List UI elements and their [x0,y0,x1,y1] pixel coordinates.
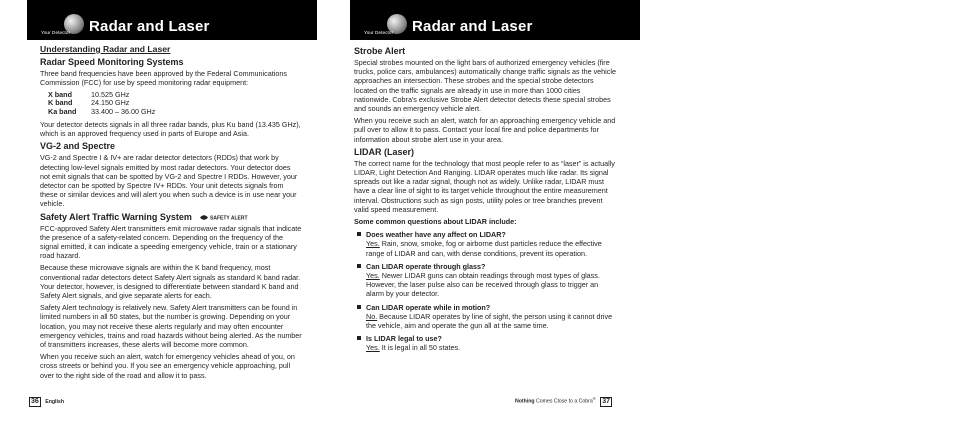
safety-alert-p3: Safety Alert technology is relatively new. Safety Alert transmitters can be found in limited numbers in all 50 states, but the number is growing. Depending on your location, you may not receive these alerts regularly and may often encounter emergency vehicles, trains and road hazards without being alerted. As the number of transmitters increases, these alerts will become more common. [40,303,302,350]
band-row [48,91,302,100]
question-item [354,303,616,331]
footer-tagline-bold: Nothing [514,399,535,405]
safety-alert-logo-icon [198,213,248,222]
question-item [354,334,616,352]
section-title: Understanding Radar and Laser [40,44,171,54]
safety-alert-heading: Safety Alert Traffic Warning System [40,211,192,222]
vg2-heading: VG-2 and Spectre [40,141,116,152]
radar-heading: Radar Speed Monitoring Systems [40,57,184,68]
question-item [354,230,616,258]
question-text: Can LIDAR operate while in motion? [366,302,491,312]
answer-text [366,343,616,352]
logo-label: Your Detector [41,30,71,35]
band-frequency: 10.525 GHz [91,89,130,99]
bullet-icon [357,305,361,309]
bullet-icon [357,232,361,236]
band-frequency: 33.400 – 36.00 GHz [91,107,156,117]
question-text: Can LIDAR operate through glass? [366,261,486,271]
bullet-icon [357,336,361,340]
manual-page-right [350,0,640,433]
band-frequency: 24.150 GHz [91,98,130,108]
answer-body: Newer LIDAR guns can obtain readings through most types of glass. However, the laser pulse also can be received through glass to trigger an alarm by your detector. [366,271,600,299]
band-name: X band [48,89,72,99]
safety-alert-p1: FCC-approved Safety Alert transmitters emit microwave radar signals that indicate the presence of a safety-related concern. Depending on the frequency of the signal emitted, it can indicate a speeding emergency vehicle, train or a stationary road hazard. [40,223,302,261]
page-number: 37 [602,398,610,405]
page-number: 36 [31,398,39,405]
band-name: Ka band [48,107,77,117]
lidar-p1: The correct name for the technology that most people refer to as “laser” is actually LIDAR, Light Detection And Ranging. LIDAR operates much like radar. Its signal spreads out like a radar signal, though not as widely. Unlike radar, LIDAR must have a clear line of sight to its target vehicle throughout the entire measurement interval. Obstructions such as sign posts, utility poles or tree branches prevent valid speed measurement. [354,158,615,214]
answer-body: It is legal in all 50 states. [379,343,461,353]
manual-page-left [27,0,317,433]
safety-alert-p4: When you receive such an alert, watch for emergency vehicles ahead of you, on cross streets or behind you. If you see an emergency vehicle approaching, pull over to the right side of the road and allow it to pass. [40,352,295,380]
lidar-heading: LIDAR (Laser) [354,146,415,157]
vg2-text: VG-2 and Spectre I & IV+ are radar detector detectors (RDDs) that work by detecting low-level signals emitted by most radar detectors. Your detector does not emit signals that can be spotted by VG-2 and Spectre I RDDs. However, your detector can be spotted by Spectre IV+ RDDs. Your unit detects signals from these or similar devices and will alert you when such a device is in use near your vehicle. [40,153,298,209]
bullet-icon [357,264,361,268]
answer-label: Yes. [366,343,380,353]
strobe-heading: Strobe Alert [354,46,406,56]
band-name: K band [48,98,73,108]
strobe-p2: When you receive such an alert, watch for an approaching emergency vehicle and pull over to allow it to pass. Contact your local fire and police departments for information about strobe alert use in your area. [354,116,616,144]
answer-text [366,312,616,330]
footer-tagline: Comes Close to a Cobra [534,399,593,405]
svg-text:SAFETY ALERT: SAFETY ALERT [209,215,248,222]
question-text: Is LIDAR legal to use? [366,334,442,344]
page-content [354,43,616,357]
question-text: Does weather have any affect on LIDAR? [366,230,506,240]
strobe-p1: Special strobes mounted on the light bars of authorized emergency vehicles (fire trucks, police cars, ambulances) automatically change traffic signals as the vehicle approaches an intersection. These strobes and the special strobe detectors located on the traffic signals are already in use in more than 1000 cities nationwide. Cobra's exclusive Strobe Alert detector detects these special strobes and sounds an emergency vehicle alert. [354,58,616,114]
answer-text [366,271,616,299]
page-footer [515,396,612,407]
safety-alert-heading-row [40,212,302,223]
answer-label: Yes. [366,239,380,249]
logo-label: Your Detector [364,30,394,35]
answer-body: Rain, snow, smoke, fog or airborne dust particles reduce the effective range of LIDAR and can, with dense conditions, prevent its operation. [366,239,602,258]
answer-label: Yes. [366,271,380,281]
question-item [354,262,616,299]
header-title: Radar and Laser [89,18,210,35]
answer-body: Because LIDAR operates by line of sight, the person using it cannot drive the vehicle, aim and operate the gun all at the same time. [366,311,613,331]
page-footer [29,397,64,407]
safety-alert-p2: Because these microwave signals are within the K band frequency, most conventional radar detectors detect Safety Alert signals as standard K band radar. Your detector, however, is designed to differentiate between standard K band and Safety Alert signals, and give separate alerts for each. [40,263,301,301]
header-title: Radar and Laser [412,18,533,35]
questions-heading: Some common questions about LIDAR include: [354,217,517,227]
band-row [48,108,302,117]
band-table [48,91,302,117]
page-content [40,43,302,383]
registered-mark: ® [592,396,596,402]
radar-intro: Three band frequencies have been approved by the Federal Communications Commission (FCC) for use by speed monitoring radar equipment: [40,69,287,88]
band-row [48,99,302,108]
page-header [350,0,640,40]
page-header [27,0,317,40]
answer-text [366,239,616,257]
footer-language: English [45,399,64,405]
radar-outro: Your detector detects signals in all three radar bands, plus Ku band (13.435 GHz), which is an approved frequency used in parts of Europe and Asia. [40,120,301,139]
answer-label: No. [366,311,378,321]
